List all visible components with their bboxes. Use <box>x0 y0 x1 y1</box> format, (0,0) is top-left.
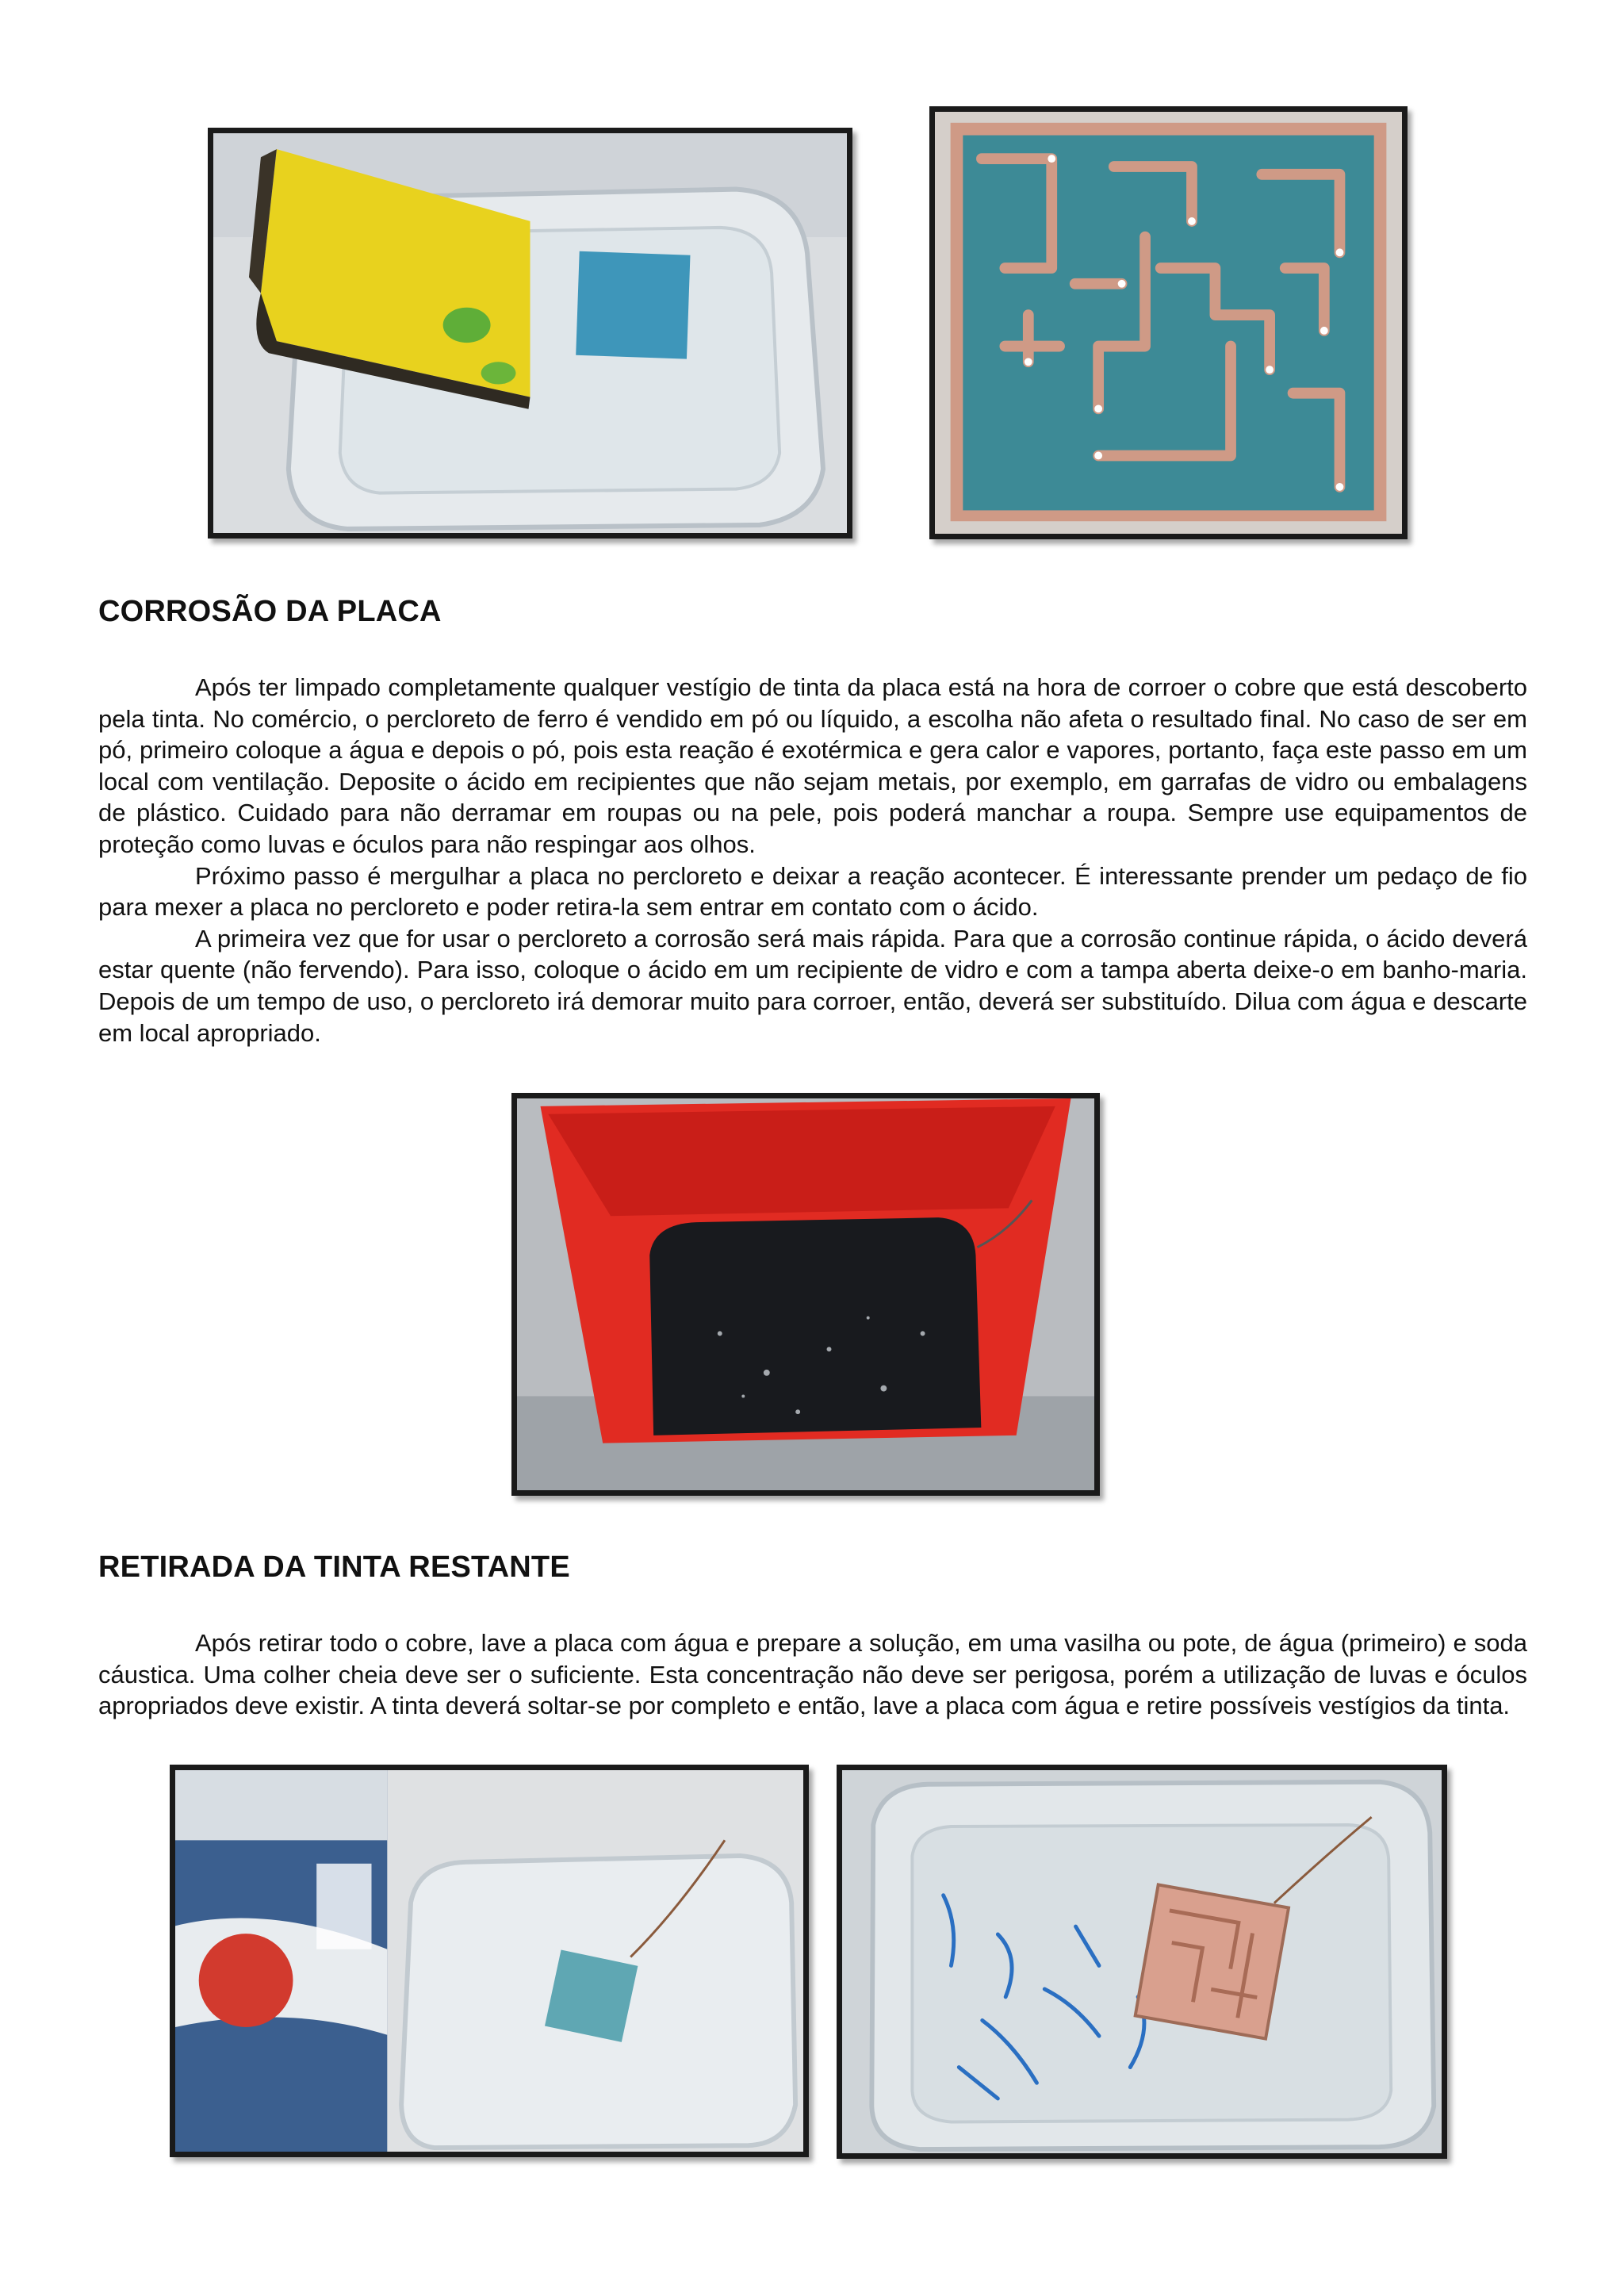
retirada-body <box>98 1627 1527 1722</box>
red-container-photo <box>511 1093 1100 1496</box>
corrosao-body <box>98 672 1527 1048</box>
pcb-with-ink-photo <box>929 106 1408 539</box>
caustic-soda-photo <box>170 1765 809 2157</box>
retirada-paragraph-1: Após retirar todo o cobre, lave a placa com água e prepare a solução, em uma vasilha ou pote, de água (primeiro) e soda cáustica. Uma colher cheia deve ser o suficiente. Esta concentração não deve ser perigosa, porém a utilização de luvas e óculos apropriados deve existir. A tinta deverá soltar-se por completo e então, lave a placa com água e retire possíveis vestígios da tinta. <box>98 1629 1527 1720</box>
corrosao-paragraph-3: A primeira vez que for usar o percloreto a corrosão será mais rápida. Para que a corrosão continue rápida, o ácido deverá estar quente (não fervendo). Para isso, coloque o ácido em um recipiente de vidro e com a tampa aberta deixe-o em banho-maria. Depois de um tempo de uso, o percloreto irá demorar muito para corroer, então, deverá ser substituído. Dilua com água e descarte em local apropriado. <box>98 924 1527 1047</box>
copper-board-photo <box>837 1765 1447 2159</box>
section-title-retirada: RETIRADA DA TINTA RESTANTE <box>98 1550 570 1584</box>
sponge-in-tray-photo <box>208 128 852 539</box>
section-title-corrosao: CORROSÃO DA PLACA <box>98 595 442 628</box>
corrosao-paragraph-2: Próximo passo é mergulhar a placa no percloreto e deixar a reação acontecer. É interessante prender um pedaço de fio para mexer a placa no percloreto e poder retira-la sem entrar em contato com o ácido. <box>98 861 1527 922</box>
corrosao-paragraph-1: Após ter limpado completamente qualquer vestígio de tinta da placa está na hora de corroer o cobre que está descoberto pela tinta. No comércio, o percloreto de ferro é vendido em pó ou líquido, a escolha não afeta o resultado final. No caso de ser em pó, primeiro coloque a água e depois o pó, pois esta reação é exotérmica e gera calor e vapores, portanto, faça este passo em um local com ventilação. Deposite o ácido em recipientes que não sejam metais, por exemplo, em garrafas de vidro ou embalagens de plástico. Cuidado para não derramar em roupas ou na pele, pois poderá manchar a roupa. Sempre use equipamentos de proteção como luvas e óculos para não respingar aos olhos. <box>98 673 1527 858</box>
